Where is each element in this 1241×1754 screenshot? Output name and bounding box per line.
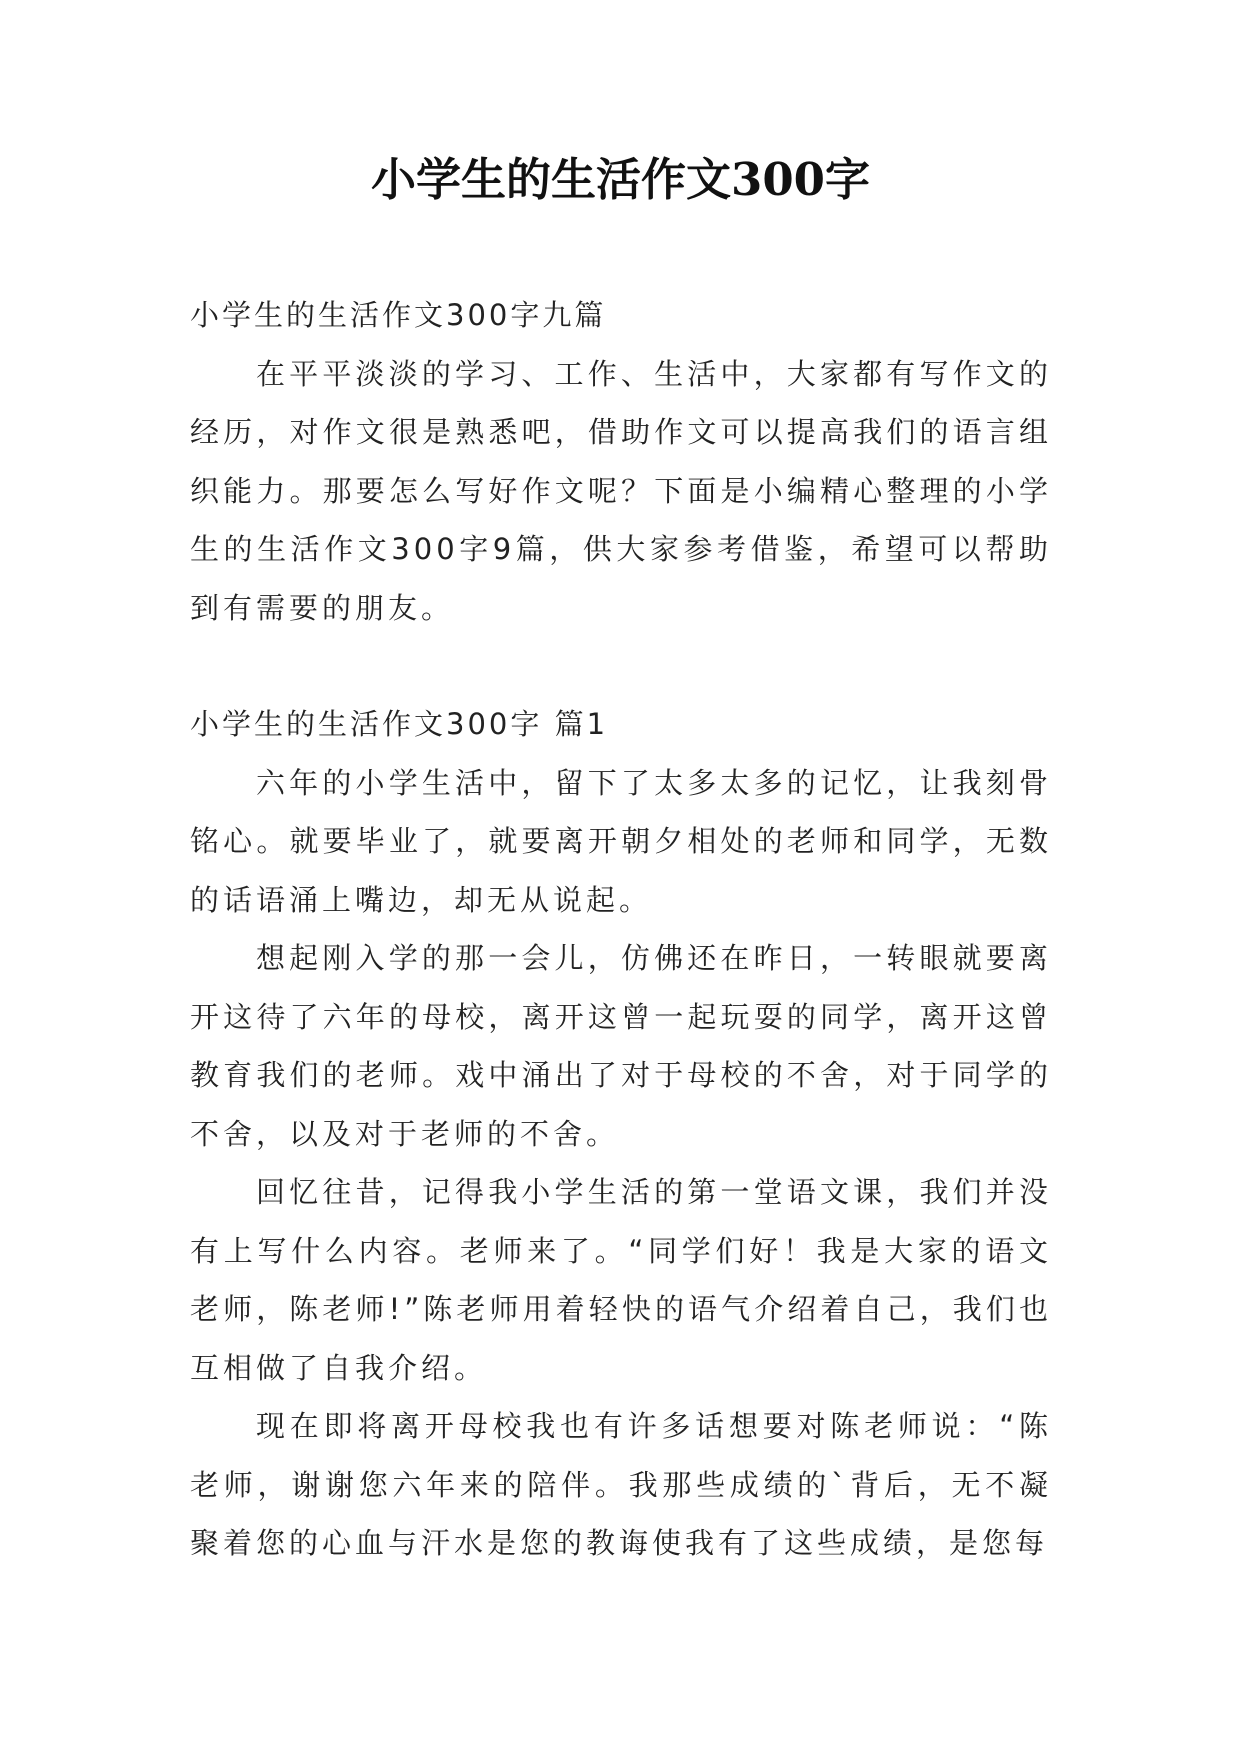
section-spacer — [190, 637, 1052, 695]
document-body — [190, 286, 1052, 1573]
intro-paragraph: 在平平淡淡的学习、工作、生活中，大家都有写作文的经历，对作文很是熟悉吧，借助作文可以提高我们的语言组织能力。那要怎么写好作文呢？下面是小编精心整理的小学生的生活作文300字9篇，供大家参考借鉴，希望可以帮助到有需要的朋友。 — [190, 356, 1052, 625]
body-paragraph: 想起刚入学的那一会儿，仿佛还在昨日，一转眼就要离开这待了六年的母校，离开这曾一起玩耍的同学，离开这曾教育我们的老师。戏中涌出了对于母校的不舍，对于同学的不舍，以及对于老师的不舍。 — [190, 941, 1052, 1151]
body-paragraph: 回忆往昔，记得我小学生活的第一堂语文课，我们并没有上写什么内容。老师来了。“同学们好！我是大家的语文老师，陈老师!”陈老师用着轻快的语气介绍着自己，我们也互相做了自我介绍。 — [190, 1175, 1052, 1385]
section-heading: 小学生的生活作文300字 篇1 — [190, 707, 609, 741]
body-paragraph: 现在即将离开母校我也有许多话想要对陈老师说：“陈老师，谢谢您六年来的陪伴。我那些成绩的`背后，无不凝聚着您的心血与汗水是您的教诲使我有了这些成绩，是您每 — [190, 1409, 1052, 1560]
document-title: 小学生的生活作文300字 — [371, 153, 870, 206]
body-paragraph: 六年的小学生活中，留下了太多太多的记忆，让我刻骨铭心。就要毕业了，就要离开朝夕相处的老师和同学，无数的话语涌上嘴边，却无从说起。 — [190, 765, 1052, 917]
document-subtitle: 小学生的生活作文300字九篇 — [190, 298, 607, 332]
